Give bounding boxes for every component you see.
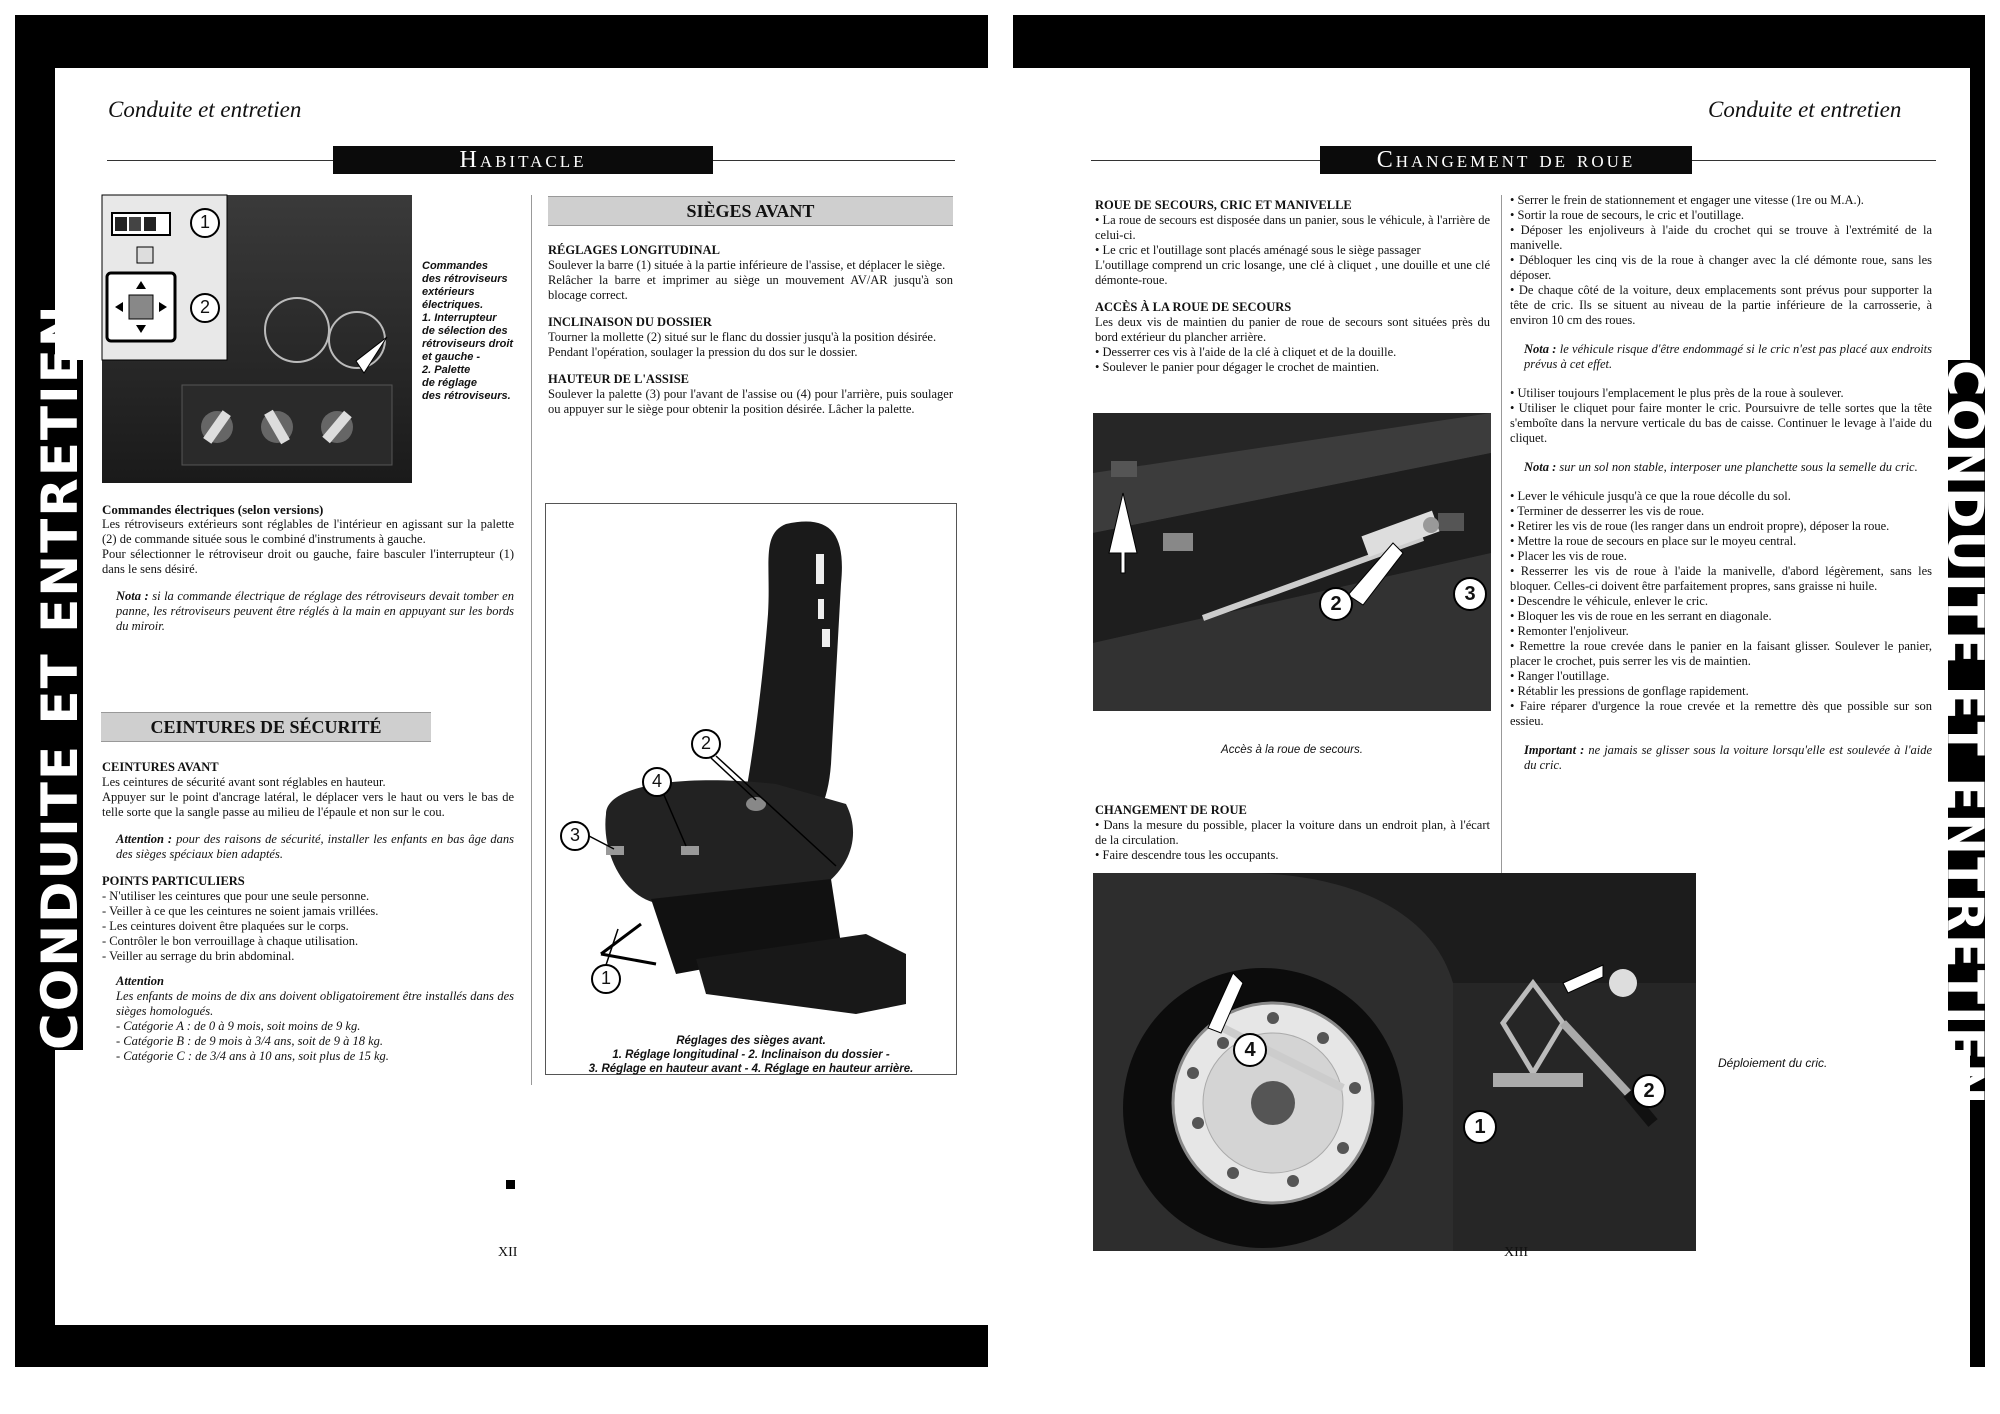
scan-border-bottom — [15, 1325, 988, 1367]
seat-figure — [545, 503, 957, 1075]
mirror-figure-caption: Commandes des rétroviseurs extérieurs électriques. 1. Interrupteur de sélection des rétroviseurs droit et gauche - 2. Palette de réglage des rétroviseurs. — [422, 260, 514, 402]
column-divider — [1501, 195, 1502, 885]
page-number: XII — [498, 1245, 518, 1260]
wheel-change-steps: • Serrer le frein de stationnement et engager une vitesse (1re ou M.A.). • Sortir la roue de secours, le cric et l'outillage. • Déposer les enjoliveurs à l'aide du crochet qui se trouve à l'extrémité de la manivelle. • Débloquer les cinq vis de la roue à changer avec la clé démonte roue, sans les déposer. • De chaque côté de la voiture, deux emplacements sont prévus pour supporter la tête de cric. Ils se situent au niveau de la partie inférieure de la carrosserie, à environ 10 cm des roues. Nota : le véhicule risque d'être endommagé si le cric n'est pas placé aux endroits prévus à cet effet. • Utiliser toujours l'emplacement le plus près de la roue à soulever. • Utiliser le cliquet pour faire monter le cric. Poursuivre de telle sortes que la tête s'emboîte dans la nervure verticale du bas de caisse. Continuer le levage à l'aide du cliquet. Nota : sur un sol non stable, interposer une planchette sous la semelle du cric. • Lever le véhicule jusqu'à ce que la roue décolle du sol. • Terminer de desserrer les vis de roue. • Retirer les vis de roue (les ranger dans un endroit propre), déposer la roue. • Mettre la roue de secours en place sur le moyeu central. • Placer les vis de roue. • Resserrer les vis de roue à l'aide la manivelle, d'abord légèrement, sans les bloquer. Celles-ci doivent être parfaitement propres, sans graisse ni huile. • Descendre le véhicule, enlever le cric. • Bloquer les vis de roue en les serrant en diagonale. • Remonter l'enjoliveur. • Remettre la roue crevée dans le panier en la faisant glisser. Soulever le panier, placer le crochet, puis serrer les vis de maintien. • Ranger l'outillage. • Rétablir les pressions de gonflage rapidement. • Faire réparer d'urgence la roue crevée et la remettre dès que possible sur son essieu. Important : ne jamais se glisser sous la voiture lorsqu'elle est soulevée à l'aide du cric. — [1510, 193, 1932, 773]
mirror-callout-1: 1 — [199, 212, 210, 232]
column-divider — [531, 195, 532, 1085]
left-page — [15, 15, 988, 1367]
seat-callout-4: 4 — [651, 771, 662, 791]
mirror-controls-section: Commandes électriques (selon versions) Les rétroviseurs extérieurs sont réglables de l'intérieur en agissant sur la palette (2) de commande située sous le combiné d'instruments à gauche. Pour sélectionner le rétroviseur droit ou gauche, faire basculer l'interrupteur (1) dans le sens désiré. Nota : si la commande électrique de réglage des rétroviseurs devait tomber en panne, les rétroviseurs peuvent être réglés à la main en appuyant sur les bords du miroir. — [102, 502, 514, 633]
seat-callout-3: 3 — [569, 825, 580, 845]
seat-callout-1: 1 — [600, 968, 611, 988]
end-mark — [506, 1180, 515, 1189]
jack-callout-4: 4 — [1244, 1039, 1256, 1061]
right-page — [1013, 15, 1994, 1367]
running-head: Conduite et entretien — [1708, 97, 1902, 122]
seat-figure-caption: Réglages des sièges avant. 1. Réglage longitudinal - 2. Inclinaison du dossier - 3. Réglage en hauteur avant - 4. Réglage en hauteur arrière. — [588, 1035, 914, 1075]
spare-access-figure — [1093, 413, 1491, 711]
section-banner: Changement de roue — [1320, 146, 1692, 174]
page-number: XIII — [1504, 1245, 1529, 1260]
section-sidebar — [1936, 360, 1994, 1107]
running-head: Conduite et entretien — [108, 97, 302, 122]
scan-border-top — [1013, 15, 1985, 68]
wheel-change-section: CHANGEMENT DE ROUE • Dans la mesure du possible, placer la voiture dans un endroit plan, à l'écart de la circulation. • Faire descendre tous les occupants. — [1095, 803, 1490, 863]
access-callout-3: 3 — [1464, 583, 1476, 605]
seats-title: SIÈGES AVANT — [548, 196, 953, 226]
jack-callout-1: 1 — [1474, 1116, 1486, 1138]
jack-figure — [1093, 873, 1696, 1251]
sidebar-text: CONDUITE ET ENTRETIEN — [31, 303, 89, 1050]
seats-section: RÉGLAGES LONGITUDINAL Soulever la barre (1) située à la partie inférieure de l'assise, et déplacer le siège. Relâcher la barre et imprimer au siège un mouvement AV/AR jusqu'à son blocage correct. INCLINAISON DU DOSSIER Tourner la mollette (2) situé sur le flanc du dossier jusqu'à la position désirée. Pendant l'opération, soulager la pression du dos sur le dossier. HAUTEUR DE L'ASSISE Soulever la palette (3) pour l'avant de l'assise ou (4) pour l'arrière, puis soulager ou appuyer sur le siège pour obtenir la position désirée. Lâcher la palette. — [548, 243, 953, 416]
mirror-controls-figure — [102, 195, 412, 483]
jack-callout-2: 2 — [1643, 1080, 1655, 1102]
access-figure-caption: Accès à la roue de secours. — [1221, 744, 1363, 756]
scan-border-top — [15, 15, 988, 68]
belts-section: CEINTURES AVANT Les ceintures de sécurité avant sont réglables en hauteur. Appuyer sur le point d'ancrage latéral, le déplacer vers le haut ou vers le bas de telle sorte que la sangle passe au milieu de l'épaule et non sur le cou. Attention : pour des raisons de sécurité, installer les enfants en bas âge dans des sièges spéciaux bien adaptés. POINTS PARTICULIERS - N'utiliser les ceintures que pour une seule personne. - Veiller à ce que les ceintures ne soient jamais vrillées. - Les ceintures doivent être plaquées sur le corps. - Contrôler le bon verrouillage à chaque utilisation. - Veiller au serrage du brin abdominal. Attention Les enfants de moins de dix ans doivent obligatoirement être installés dans des sièges homologués. - Catégorie A : de 0 à 9 mois, soit moins de 9 kg. - Catégorie B : de 9 mois à 3/4 ans, soit de 9 à 18 kg. - Catégorie C : de 3/4 ans à 10 ans, soit plus de 15 kg. — [102, 760, 514, 1064]
section-sidebar — [31, 303, 89, 1050]
jack-figure-caption: Déploiement du cric. — [1718, 1056, 1828, 1070]
belts-title: CEINTURES DE SÉCURITÉ — [101, 712, 431, 742]
access-callout-2: 2 — [1330, 593, 1342, 615]
spare-wheel-section: ROUE DE SECOURS, CRIC ET MANIVELLE • La roue de secours est disposée dans un panier, sous le véhicule, à l'arrière de celui-ci. • Le cric et l'outillage sont placés aménagé sous le siège passager L'outillage comprend un cric losange, une clé à cliquet , une douille et une clé démonte-roue. ACCÈS À LA ROUE DE SECOURS Les deux vis de maintien du panier de roue de secours sont situées près du bord extérieur du plancher arrière. • Desserrer ces vis à l'aide de la clé à cliquet et de la douille. • Soulever le panier pour dégager le crochet de maintien. — [1095, 198, 1490, 375]
seat-callout-2: 2 — [700, 733, 711, 753]
sidebar-text: CONDUITE ET ENTRETIEN — [1936, 360, 1994, 1107]
section-banner: Habitacle — [333, 146, 713, 174]
mirror-callout-2: 2 — [199, 297, 210, 317]
